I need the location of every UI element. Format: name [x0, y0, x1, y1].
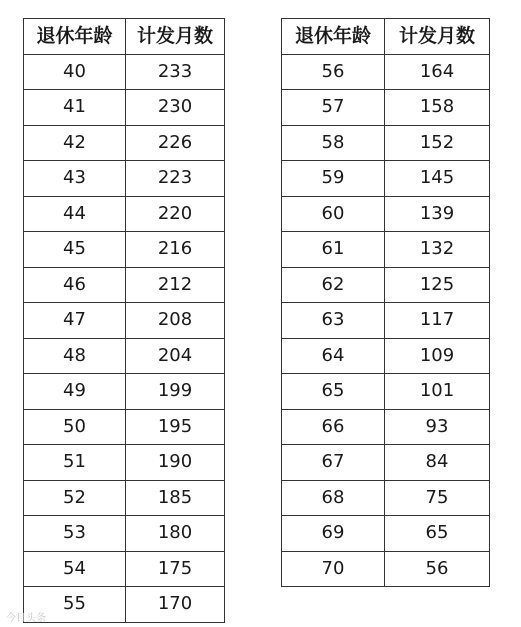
- cell-payout-months: 212: [126, 267, 225, 303]
- cell-payout-months: 208: [126, 303, 225, 339]
- cell-payout-months: 220: [126, 196, 225, 232]
- cell-retirement-age: 56: [282, 54, 385, 90]
- table-row: [282, 480, 490, 516]
- cell-retirement-age: 67: [282, 445, 385, 481]
- cell-payout-months: 175: [126, 551, 225, 587]
- cell-payout-months: 216: [126, 232, 225, 268]
- cell-retirement-age: 47: [24, 303, 126, 339]
- cell-payout-months: 199: [126, 374, 225, 410]
- cell-payout-months: 132: [385, 232, 490, 268]
- table-row: [24, 374, 225, 410]
- cell-retirement-age: 50: [24, 409, 126, 445]
- table-header-row: [24, 19, 225, 55]
- cell-retirement-age: 40: [24, 54, 126, 90]
- cell-payout-months: 152: [385, 125, 490, 161]
- cell-payout-months: 145: [385, 161, 490, 197]
- cell-payout-months: 65: [385, 516, 490, 552]
- cell-retirement-age: 62: [282, 267, 385, 303]
- table-row: [282, 90, 490, 126]
- cell-payout-months: 93: [385, 409, 490, 445]
- cell-retirement-age: 42: [24, 125, 126, 161]
- cell-payout-months: 223: [126, 161, 225, 197]
- cell-retirement-age: 48: [24, 338, 126, 374]
- cell-payout-months: 185: [126, 480, 225, 516]
- cell-payout-months: 230: [126, 90, 225, 126]
- cell-retirement-age: 43: [24, 161, 126, 197]
- cell-retirement-age: 63: [282, 303, 385, 339]
- table-row: [282, 303, 490, 339]
- table-row: [24, 196, 225, 232]
- cell-payout-months: 226: [126, 125, 225, 161]
- table-row: [24, 587, 225, 623]
- table-header-row: [282, 19, 490, 55]
- table-row: [24, 409, 225, 445]
- table-row: [282, 54, 490, 90]
- cell-retirement-age: 46: [24, 267, 126, 303]
- table-row: [24, 90, 225, 126]
- cell-payout-months: 125: [385, 267, 490, 303]
- cell-payout-months: 204: [126, 338, 225, 374]
- cell-payout-months: 164: [385, 54, 490, 90]
- table-row: [282, 445, 490, 481]
- cell-retirement-age: 58: [282, 125, 385, 161]
- cell-payout-months: 117: [385, 303, 490, 339]
- table-row: [282, 551, 490, 587]
- table-row: [24, 445, 225, 481]
- cell-retirement-age: 52: [24, 480, 126, 516]
- table-row: [24, 232, 225, 268]
- header-payout-months: 计发月数: [126, 19, 225, 55]
- cell-retirement-age: 51: [24, 445, 126, 481]
- header-retirement-age: 退休年龄: [282, 19, 385, 55]
- cell-retirement-age: 57: [282, 90, 385, 126]
- table-row: [282, 516, 490, 552]
- table-row: [282, 267, 490, 303]
- table-row: [24, 551, 225, 587]
- cell-retirement-age: 66: [282, 409, 385, 445]
- cell-retirement-age: 60: [282, 196, 385, 232]
- cell-retirement-age: 65: [282, 374, 385, 410]
- table-row: [24, 516, 225, 552]
- cell-payout-months: 75: [385, 480, 490, 516]
- cell-retirement-age: 69: [282, 516, 385, 552]
- cell-payout-months: 56: [385, 551, 490, 587]
- table-row: [282, 232, 490, 268]
- cell-payout-months: 233: [126, 54, 225, 90]
- watermark: 今日头条: [6, 613, 46, 624]
- cell-retirement-age: 61: [282, 232, 385, 268]
- table-row: [282, 409, 490, 445]
- cell-payout-months: 84: [385, 445, 490, 481]
- table-row: [282, 125, 490, 161]
- cell-retirement-age: 49: [24, 374, 126, 410]
- cell-retirement-age: 70: [282, 551, 385, 587]
- cell-retirement-age: 45: [24, 232, 126, 268]
- cell-retirement-age: 54: [24, 551, 126, 587]
- cell-payout-months: 170: [126, 587, 225, 623]
- table-row: [24, 267, 225, 303]
- cell-retirement-age: 59: [282, 161, 385, 197]
- cell-payout-months: 180: [126, 516, 225, 552]
- header-payout-months: 计发月数: [385, 19, 490, 55]
- table-row: [24, 338, 225, 374]
- table-row: [24, 303, 225, 339]
- cell-payout-months: 101: [385, 374, 490, 410]
- table-row: [282, 338, 490, 374]
- pension-table-left: [23, 18, 225, 623]
- cell-retirement-age: 44: [24, 196, 126, 232]
- cell-payout-months: 190: [126, 445, 225, 481]
- cell-retirement-age: 64: [282, 338, 385, 374]
- cell-retirement-age: 68: [282, 480, 385, 516]
- table-row: [282, 196, 490, 232]
- cell-payout-months: 109: [385, 338, 490, 374]
- cell-payout-months: 195: [126, 409, 225, 445]
- table-row: [282, 374, 490, 410]
- table-row: [24, 161, 225, 197]
- table-row: [282, 161, 490, 197]
- table-row: [24, 54, 225, 90]
- pension-table-right: [281, 18, 490, 587]
- cell-payout-months: 158: [385, 90, 490, 126]
- cell-retirement-age: 41: [24, 90, 126, 126]
- table-row: [24, 125, 225, 161]
- cell-retirement-age: 55: [24, 587, 126, 623]
- header-retirement-age: 退休年龄: [24, 19, 126, 55]
- cell-retirement-age: 53: [24, 516, 126, 552]
- table-row: [24, 480, 225, 516]
- cell-payout-months: 139: [385, 196, 490, 232]
